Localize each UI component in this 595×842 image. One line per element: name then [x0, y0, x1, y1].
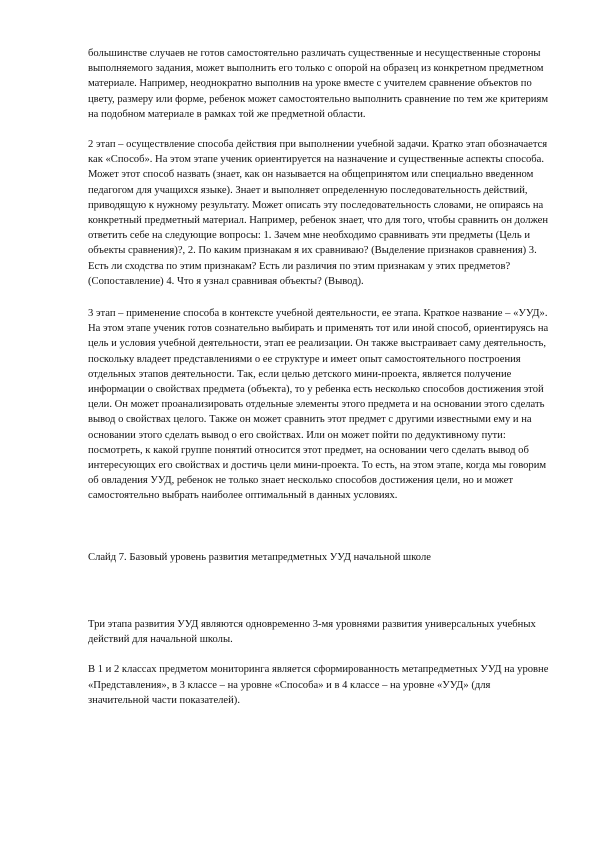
- document-page: [88, 46, 550, 708]
- paragraph-three-stages: Три этапа развития УУД являются одновременно 3-мя уровнями развития универсальных учебных действий для начальной школы.: [88, 618, 536, 646]
- paragraph-stage-3: 3 этап – применение способа в контексте учебной деятельности, ее этапа. Краткое название – «УУД». На этом этапе ученик готов сознательно выбирать и применять тот или иной способ, ориентируясь на цель и условия учебной деятельности, этап ее реализации. Он также выстраивает саму деятельность, поскольку владеет представлениями о ее структуре и имеет опыт самостоятельного построения отдельных этапов деятельности. Так, если целью детского мини-проекта, является получение информации о свойствах предмета (объекта), то у ребенка есть несколько способов достижения этой цели. Он может проанализировать отдельные элементы этого предмета и на основании этого сделать вывод о свойствах целого. Также он может сравнить этот предмет с другими известными ему и на основании этого сделать вывод о его свойствах. Или он может пойти по дедуктивному пути: посмотреть, к какой группе понятий относится этот предмет, на основании чего сделать вывод об интересующих его свойствах и достичь цели мини-проекта. То есть, на этом этапе, когда мы говорим об овладения УУД, ребенок не только знает несколько способов достижения цели, но и может самостоятельно выбрать наиболее оптимальный в данных условиях.: [88, 308, 549, 502]
- paragraph-spacer: [88, 289, 550, 306]
- paragraph-spacer: [88, 647, 550, 662]
- paragraph-monitoring: В 1 и 2 классах предметом мониторинга является сформированность метапредметных УУД на уровне «Представления», в 3 классе – на уровне «Способа» и в 4 классе – на уровне «УУД» (для значительной части показателей).: [88, 664, 549, 706]
- paragraph-spacer: [88, 122, 550, 137]
- paragraph-spacer: [88, 504, 550, 550]
- paragraph-stage-1-continuation: большинстве случаев не готов самостоятельно различать существенные и несущественные стороны выполняемого задания, может выполнить его только с опорой на образец из конкретном предметном материале. Например, неоднократно выполнив на уроке вместе с учителем сравнение объектов по цвету, размеру или форме, ребенок может самостоятельно выполнить сравнение по тем же критериям на подобном материале в рамках той же предметной области.: [88, 48, 549, 120]
- paragraph-stage-2: 2 этап – осуществление способа действия при выполнении учебной задачи. Кратко этап обозначается как «Способ». На этом этапе ученик ориентируется на назначение и существенные аспекты способа. Может этот способ назвать (знает, как он называется на общепринятом или специально введенном педагогом для учащихся языке). Знает и выполняет определенную последовательность действий, приводящую к нужному результату. Может описать эту последовательность словами, не опираясь на конкретный предметный материал. Например, ребенок знает, что для того, чтобы сравнить он должен ответить себе на следующие вопросы: 1. Зачем мне необходимо сравнивать эти предметы (Цель и объекты сравнения)?, 2. По каким признакам я их сравниваю? (Выделение признаков сравнения) 3. Есть ли сходства по этим признакам? Есть ли различия по этим признакам у этих предметов? (Сопоставление) 4. Что я узнал сравнивая объекты? (Вывод).: [88, 139, 549, 287]
- slide-heading: Слайд 7. Базовый уровень развития метапредметных УУД начальной школе: [88, 551, 431, 563]
- paragraph-spacer: [88, 565, 550, 617]
